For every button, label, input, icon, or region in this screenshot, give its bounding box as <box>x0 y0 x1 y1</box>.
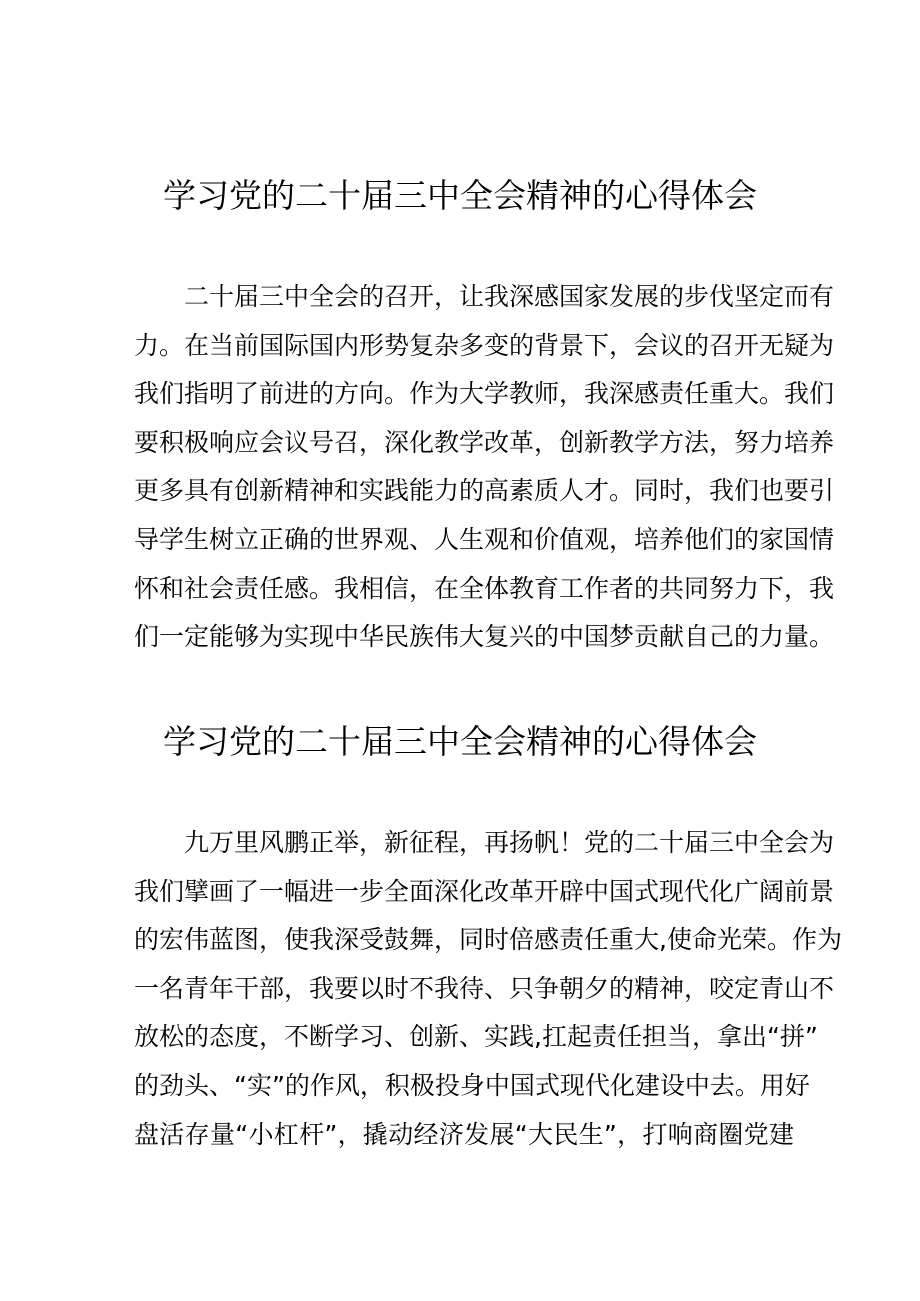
paragraph-line: 的宏伟蓝图，使我深受鼓舞，同时倍感责任重大,使命光荣。作为 <box>134 925 842 955</box>
paragraph-line: 怀和社会责任感。我相信，在全体教育工作者的共同努力下，我 <box>134 573 835 603</box>
paragraph-line: 我们擘画了一幅进一步全面深化改革开辟中国式现代化广阔前景 <box>134 876 835 906</box>
section-2-title: 学习党的二十届三中全会精神的心得体会 <box>163 722 757 761</box>
paragraph-line: 二十届三中全会的召开，让我深感国家发展的步伐坚定而有 <box>184 282 835 311</box>
paragraph-line: 力。在当前国际国内形势复杂多变的背景下，会议的召开无疑为 <box>134 330 835 360</box>
paragraph-line: 导学生树立正确的世界观、人生观和价值观，培养他们的家国情 <box>134 524 835 554</box>
paragraph-line: 我们指明了前进的方向。作为大学教师，我深感责任重大。我们 <box>134 379 835 409</box>
paragraph-line: 的劲头、“实”的作风，积极投身中国式现代化建设中去。用好 <box>134 1070 810 1100</box>
section-1-paragraph <box>134 280 835 669</box>
section-1-title: 学习党的二十届三中全会精神的心得体会 <box>163 176 757 215</box>
paragraph-line: 们一定能够为实现中华民族伟大复兴的中国梦贡献自己的力量。 <box>134 622 835 652</box>
paragraph-line: 九万里风鹏正举，新征程，再扬帆！党的二十届三中全会为 <box>184 828 835 857</box>
paragraph-line: 一名青年干部，我要以时不我待、只争朝夕的精神，咬定青山不 <box>134 973 835 1003</box>
paragraph-line: 放松的态度，不断学习、创新、实践,扛起责任担当，拿出“拼” <box>134 1022 818 1052</box>
section-2-paragraph <box>134 826 842 1166</box>
paragraph-line: 更多具有创新精神和实践能力的高素质人才。同时，我们也要引 <box>134 476 835 506</box>
paragraph-line: 要积极响应会议号召，深化教学改革，创新教学方法，努力培养 <box>134 427 835 457</box>
paragraph-line: 盘活存量“小杠杆”，撬动经济发展“大民生”，打响商圈党建 <box>134 1119 794 1149</box>
